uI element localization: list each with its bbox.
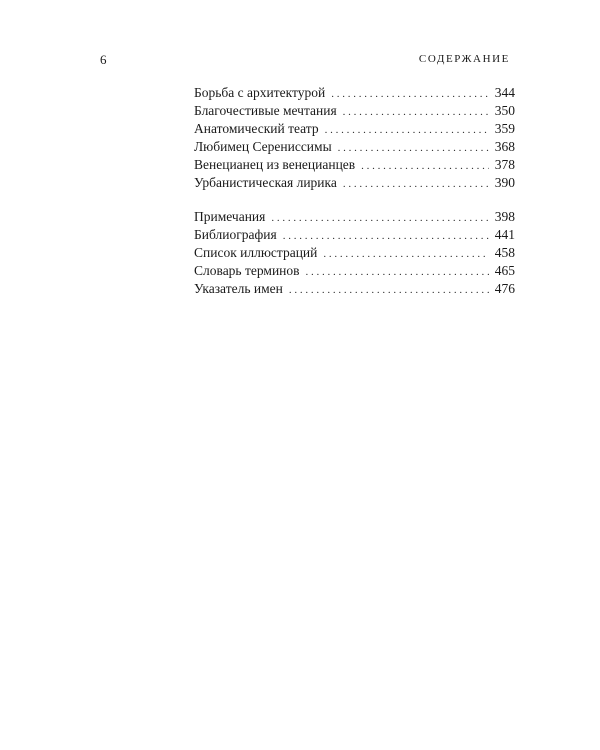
toc-leader-dots [343,175,489,193]
toc-entry-page: 398 [494,209,515,224]
toc-leader-dots [283,227,489,245]
toc-entry-title: Словарь терминов [194,263,300,278]
toc-entry-page: 441 [494,227,515,242]
toc-leader-dots [331,85,489,103]
table-of-contents [194,84,515,298]
toc-entry-title: Любимец Серениссимы [194,139,332,154]
page-number: 6 [100,52,107,67]
toc-entry-page: 378 [494,157,515,172]
toc-entry-title: Примечания [194,209,266,224]
toc-leader-dots [338,139,489,157]
toc-entry-page: 390 [494,175,515,190]
toc-entry[interactable] [194,262,515,280]
toc-entry-title: Венецианец из венецианцев [194,157,356,172]
toc-entry[interactable] [194,280,515,298]
toc-entry[interactable] [194,174,515,192]
toc-leader-dots [289,281,489,299]
toc-entry[interactable] [194,138,515,156]
toc-group-chapters [194,84,515,192]
running-head: СОДЕРЖАНИЕ [418,53,510,65]
toc-leader-dots [271,209,489,227]
toc-entry-title: Благочестивые мечтания [194,103,337,118]
toc-leader-dots [343,103,489,121]
toc-entry-title: Борьба с архитектурой [194,85,326,100]
toc-entry[interactable] [194,226,515,244]
toc-entry-page: 458 [494,245,515,260]
toc-entry[interactable] [194,208,515,226]
toc-entry-title: Указатель имен [194,281,283,296]
toc-entry[interactable] [194,156,515,174]
toc-entry[interactable] [194,84,515,102]
toc-group-back-matter [194,208,515,298]
toc-entry[interactable] [194,102,515,120]
toc-entry-page: 350 [494,103,515,118]
toc-entry-page: 368 [494,139,515,154]
toc-leader-dots [325,121,489,139]
toc-leader-dots [306,263,489,281]
toc-entry-title: Анатомический театр [194,121,319,136]
toc-entry-page: 359 [494,121,515,136]
toc-entry-title: Список иллюстраций [194,245,318,260]
toc-entry-page: 344 [494,85,515,100]
toc-entry[interactable] [194,120,515,138]
toc-leader-dots [323,245,489,263]
toc-entry-page: 465 [494,263,515,278]
toc-entry-title: Библиография [194,227,277,242]
toc-entry-title: Урбанистическая лирика [194,175,337,190]
toc-entry-page: 476 [494,281,515,296]
toc-leader-dots [361,157,489,175]
toc-entry[interactable] [194,244,515,262]
